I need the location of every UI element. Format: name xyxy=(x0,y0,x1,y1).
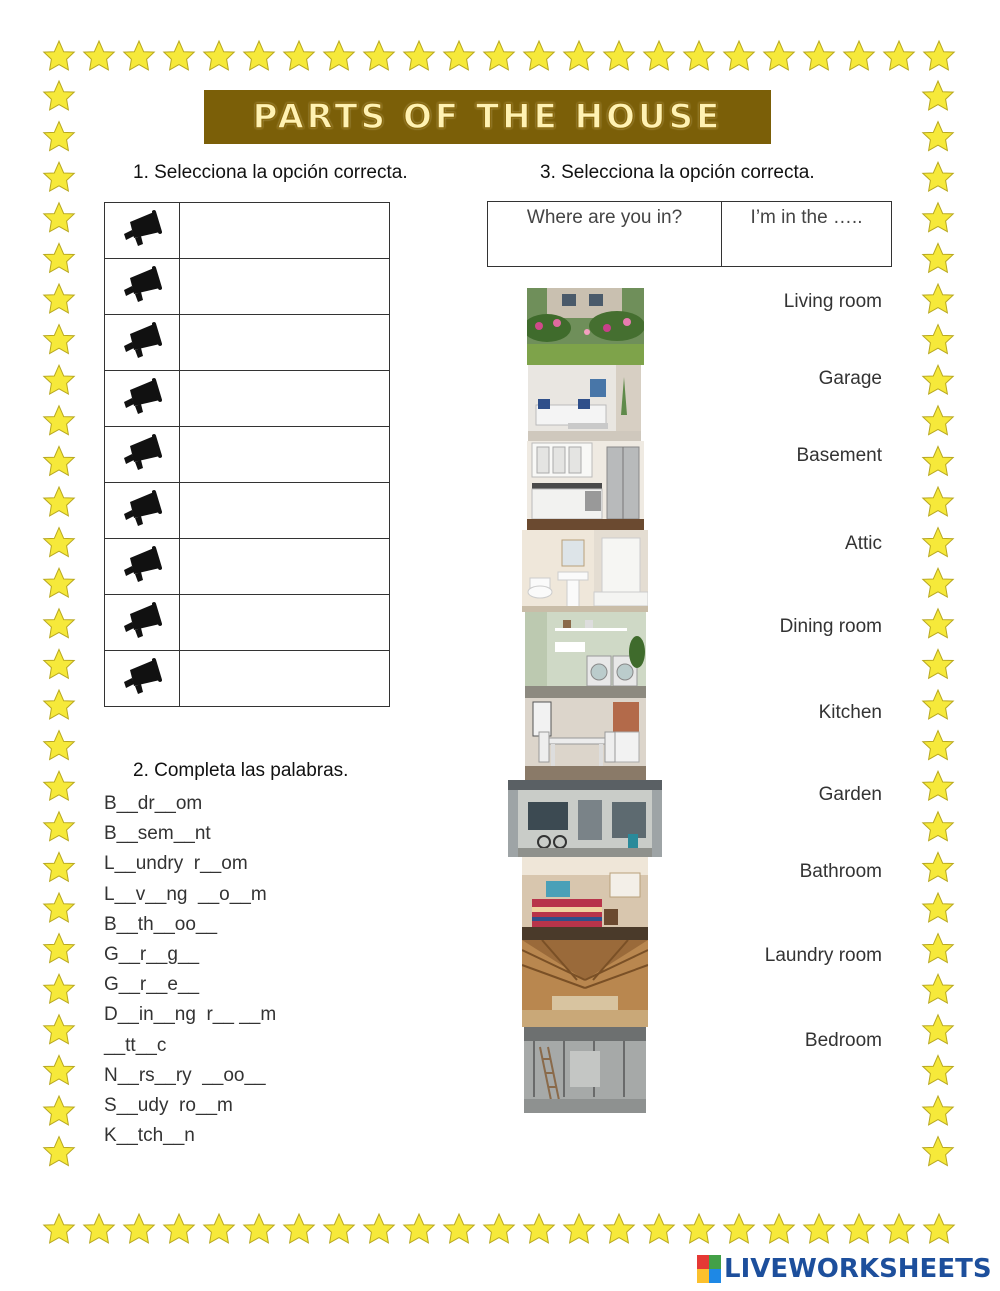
star-icon xyxy=(84,41,114,70)
audio-row xyxy=(105,539,390,595)
answer-dropzone[interactable] xyxy=(179,427,389,483)
star-icon xyxy=(44,1137,74,1166)
star-icon xyxy=(764,1214,794,1243)
living-room-photo[interactable] xyxy=(528,365,641,441)
star-icon xyxy=(124,1214,154,1243)
star-icon xyxy=(923,1015,953,1044)
word-item[interactable]: S__udy ro__m xyxy=(104,1095,233,1117)
star-icon xyxy=(923,893,953,922)
brand-text: LIVEWORKSHEETS xyxy=(724,1254,992,1284)
star-icon xyxy=(324,41,354,70)
section1-heading: 1. Selecciona la opción correcta. xyxy=(133,162,408,183)
room-label[interactable]: Basement xyxy=(796,445,882,466)
star-icon xyxy=(44,649,74,678)
audio-row xyxy=(105,483,390,539)
star-icon xyxy=(44,203,74,232)
star-icon xyxy=(684,1214,714,1243)
answer-dropzone[interactable] xyxy=(179,483,389,539)
star-icon xyxy=(444,1214,474,1243)
star-icon xyxy=(44,41,74,70)
word-item[interactable]: D__in__ng r__ __m xyxy=(104,1004,277,1026)
star-icon xyxy=(44,365,74,394)
room-label[interactable]: Bathroom xyxy=(799,861,882,882)
answer-dropzone[interactable] xyxy=(179,651,389,707)
star-icon xyxy=(884,41,914,70)
star-icon xyxy=(44,771,74,800)
star-icon xyxy=(564,1214,594,1243)
star-icon xyxy=(44,528,74,557)
room-label[interactable]: Attic xyxy=(845,533,882,554)
basement-photo[interactable] xyxy=(524,1027,646,1113)
word-item[interactable]: N__rs__ry __oo__ xyxy=(104,1064,266,1086)
star-icon xyxy=(244,41,274,70)
star-icon xyxy=(44,406,74,435)
megaphone-icon[interactable] xyxy=(105,259,180,315)
star-icon xyxy=(923,203,953,232)
star-icon xyxy=(923,406,953,435)
star-icon xyxy=(644,1214,674,1243)
word-item[interactable]: G__r__g__ xyxy=(104,944,200,966)
star-icon xyxy=(844,1214,874,1243)
star-icon xyxy=(44,974,74,1003)
star-icon xyxy=(644,41,674,70)
star-icon xyxy=(164,41,194,70)
star-icon xyxy=(724,1214,754,1243)
star-icon xyxy=(484,41,514,70)
star-icon xyxy=(164,1214,194,1243)
star-icon xyxy=(764,41,794,70)
star-icon xyxy=(884,1214,914,1243)
star-icon xyxy=(284,41,314,70)
star-icon xyxy=(923,690,953,719)
star-icon xyxy=(204,41,234,70)
star-icon xyxy=(524,1214,554,1243)
star-icon xyxy=(923,852,953,881)
megaphone-icon[interactable] xyxy=(105,651,180,707)
audio-row xyxy=(105,371,390,427)
star-icon xyxy=(364,1214,394,1243)
megaphone-icon[interactable] xyxy=(105,315,180,371)
page-title: PARTS OF THE HOUSE xyxy=(252,97,723,137)
dining-room-photo[interactable] xyxy=(525,698,646,780)
question-table xyxy=(487,201,892,267)
word-item[interactable]: G__r__e__ xyxy=(104,974,200,996)
star-icon xyxy=(124,41,154,70)
section2-heading: 2. Completa las palabras. xyxy=(133,760,349,781)
star-icon xyxy=(44,446,74,475)
word-item[interactable]: L__undry r__om xyxy=(104,853,248,875)
word-item[interactable]: L__v__ng __o__m xyxy=(104,883,267,905)
room-label[interactable]: Living room xyxy=(783,291,882,312)
word-list xyxy=(104,789,276,1151)
star-icon xyxy=(923,934,953,963)
star-icon xyxy=(44,852,74,881)
megaphone-icon[interactable] xyxy=(105,427,180,483)
word-item[interactable]: B__th__oo__ xyxy=(104,913,218,935)
star-icon xyxy=(564,41,594,70)
answer-dropzone[interactable] xyxy=(179,315,389,371)
audio-row xyxy=(105,651,390,707)
room-label[interactable]: Kitchen xyxy=(818,702,882,723)
garage-photo[interactable] xyxy=(508,780,662,857)
audio-answer-table xyxy=(104,202,390,707)
room-label[interactable]: Dining room xyxy=(779,616,882,637)
liveworksheets-logo-icon xyxy=(697,1255,721,1283)
star-icon xyxy=(44,243,74,272)
laundry-room-photo[interactable] xyxy=(525,612,646,698)
star-icon xyxy=(923,365,953,394)
star-icon xyxy=(44,812,74,841)
liveworksheets-brand xyxy=(697,1254,992,1284)
megaphone-icon[interactable] xyxy=(105,203,180,259)
star-icon xyxy=(284,1214,314,1243)
star-icon xyxy=(923,162,953,191)
room-label[interactable]: Bedroom xyxy=(804,1030,882,1051)
star-icon xyxy=(923,446,953,475)
star-icon xyxy=(44,81,74,110)
star-icon xyxy=(44,568,74,597)
audio-row xyxy=(105,595,390,651)
bedroom-photo[interactable] xyxy=(522,857,648,940)
room-label[interactable]: Garden xyxy=(818,784,882,805)
megaphone-icon[interactable] xyxy=(105,539,180,595)
word-item[interactable]: B__sem__nt xyxy=(104,823,211,845)
word-item[interactable]: B__dr__om xyxy=(104,793,203,814)
star-icon xyxy=(923,325,953,354)
star-icon xyxy=(44,934,74,963)
star-icon xyxy=(923,1137,953,1166)
star-icon xyxy=(44,609,74,638)
star-icon xyxy=(44,731,74,760)
room-label[interactable]: Garage xyxy=(818,368,882,389)
star-icon xyxy=(444,41,474,70)
word-item[interactable]: __tt__c xyxy=(104,1034,167,1056)
question-cell: Where are you in? xyxy=(488,202,722,267)
star-icon xyxy=(404,1214,434,1243)
star-icon xyxy=(324,1214,354,1243)
star-icon xyxy=(404,41,434,70)
answer-dropzone[interactable] xyxy=(179,203,389,259)
bathroom-photo[interactable] xyxy=(522,530,648,612)
star-icon xyxy=(44,1015,74,1044)
answer-dropzone[interactable] xyxy=(179,539,389,595)
star-icon xyxy=(684,41,714,70)
megaphone-icon[interactable] xyxy=(105,483,180,539)
kitchen-photo[interactable] xyxy=(527,441,644,530)
star-icon xyxy=(524,41,554,70)
audio-row xyxy=(105,259,390,315)
audio-row xyxy=(105,203,390,259)
star-icon xyxy=(84,1214,114,1243)
star-icon xyxy=(204,1214,234,1243)
star-icon xyxy=(923,771,953,800)
star-icon xyxy=(923,568,953,597)
star-icon xyxy=(924,1214,954,1243)
star-icon xyxy=(923,528,953,557)
star-icon xyxy=(924,41,954,70)
star-icon xyxy=(44,122,74,151)
star-icon xyxy=(604,41,634,70)
star-icon xyxy=(923,1055,953,1084)
word-item[interactable]: K__tch__n xyxy=(104,1125,195,1147)
star-icon xyxy=(804,41,834,70)
star-icon xyxy=(44,1214,74,1243)
star-icon xyxy=(923,812,953,841)
star-icon xyxy=(923,974,953,1003)
star-icon xyxy=(244,1214,274,1243)
star-icon xyxy=(724,41,754,70)
star-icon xyxy=(364,41,394,70)
megaphone-icon[interactable] xyxy=(105,595,180,651)
star-icon xyxy=(923,122,953,151)
star-icon xyxy=(923,731,953,760)
star-icon xyxy=(44,893,74,922)
star-icon xyxy=(44,487,74,516)
answer-cell: I’m in the ….. xyxy=(722,202,892,267)
star-icon xyxy=(844,41,874,70)
star-icon xyxy=(923,243,953,272)
section3-heading: 3. Selecciona la opción correcta. xyxy=(540,162,815,183)
star-icon xyxy=(44,325,74,354)
star-icon xyxy=(44,1096,74,1125)
star-icon xyxy=(923,649,953,678)
title-banner xyxy=(204,90,771,144)
star-icon xyxy=(604,1214,634,1243)
answer-dropzone[interactable] xyxy=(179,371,389,427)
star-icon xyxy=(923,609,953,638)
star-icon xyxy=(44,1055,74,1084)
star-icon xyxy=(804,1214,834,1243)
star-icon xyxy=(923,81,953,110)
star-icon xyxy=(923,487,953,516)
star-icon xyxy=(44,162,74,191)
megaphone-icon[interactable] xyxy=(105,371,180,427)
answer-dropzone[interactable] xyxy=(179,259,389,315)
room-label[interactable]: Laundry room xyxy=(764,945,882,966)
answer-dropzone[interactable] xyxy=(179,595,389,651)
audio-row xyxy=(105,427,390,483)
garden-photo[interactable] xyxy=(527,288,644,365)
attic-photo[interactable] xyxy=(522,940,648,1027)
star-icon xyxy=(923,1096,953,1125)
audio-row xyxy=(105,315,390,371)
star-icon xyxy=(44,690,74,719)
star-icon xyxy=(44,284,74,313)
star-icon xyxy=(923,284,953,313)
star-icon xyxy=(484,1214,514,1243)
